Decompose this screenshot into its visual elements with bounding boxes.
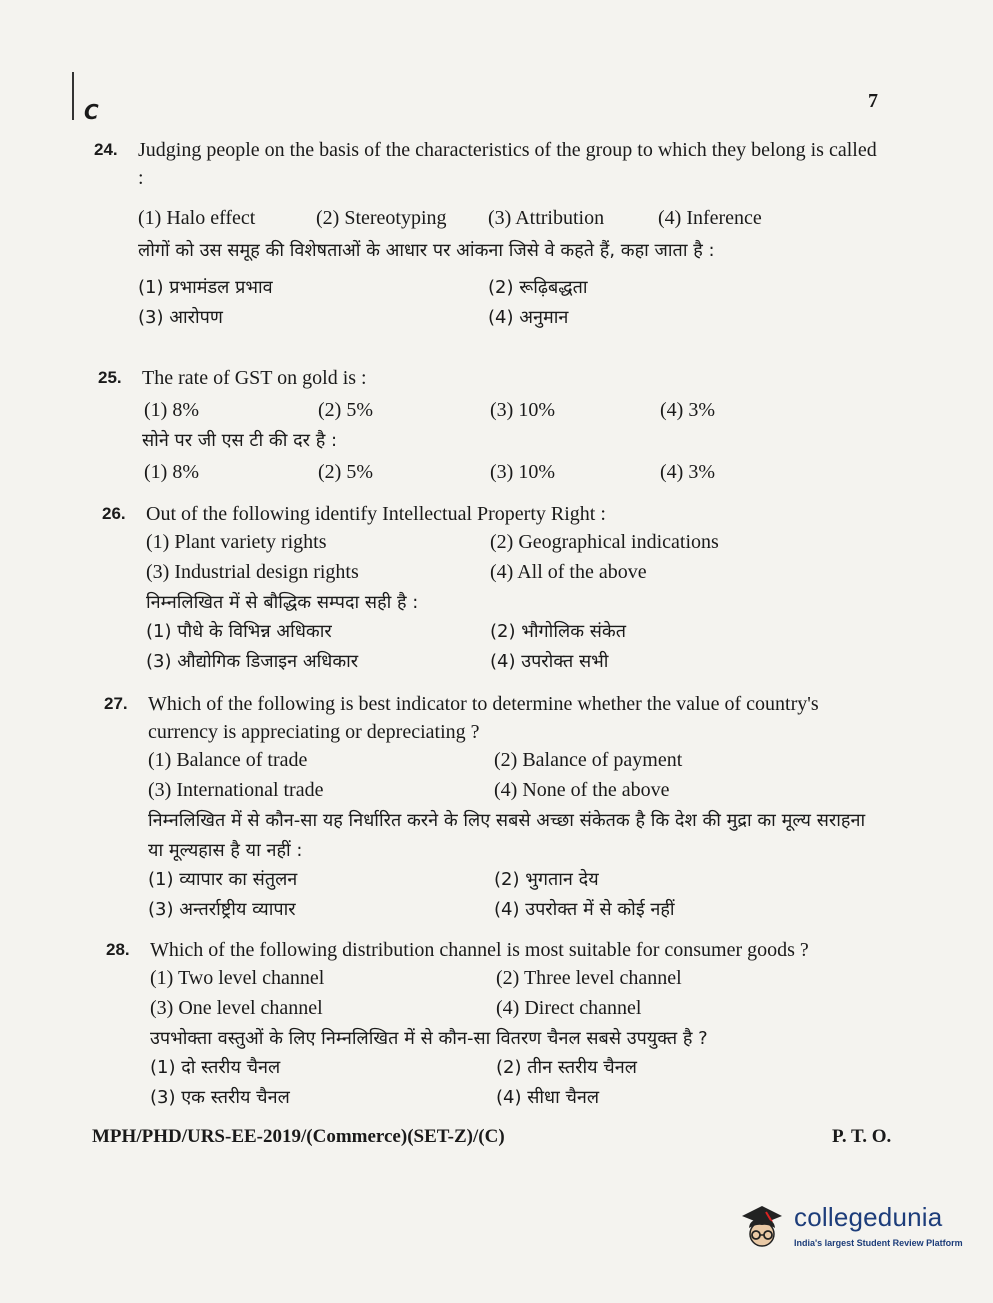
question-text-hi: निम्नलिखित में से कौन-सा यह निर्धारित करने के लिए सबसे अच्छा संकेतक है कि देश की मुद्रा का मूल्य सराहना या मूल्यहास है या नहीं : bbox=[148, 810, 866, 861]
option-2-hi: (2) रूढ़िबद्धता bbox=[488, 277, 588, 298]
question-25 bbox=[98, 364, 882, 488]
question-number: 27. bbox=[104, 694, 128, 713]
question-number: 26. bbox=[102, 504, 126, 523]
options-en-row2 bbox=[146, 558, 886, 588]
option-4-hi: (4) सीधा चैनल bbox=[496, 1087, 600, 1108]
question-text-hi: सोने पर जी एस टी की दर है : bbox=[142, 430, 338, 451]
option-1-hi: (1) प्रभामंडल प्रभाव bbox=[138, 277, 273, 298]
options-en-row2 bbox=[150, 994, 890, 1024]
options-en-row1 bbox=[148, 746, 884, 776]
option-4: (4) All of the above bbox=[490, 561, 647, 583]
options-hi-row2 bbox=[150, 1084, 890, 1114]
options-hi bbox=[142, 458, 882, 488]
option-2-hi: (2) तीन स्तरीय चैनल bbox=[496, 1057, 637, 1078]
question-text-hi: लोगों को उस समूह की विशेषताओं के आधार पर आंकना जिसे वे कहते हैं, कहा जाता है : bbox=[138, 240, 715, 261]
option-1: (1) Two level channel bbox=[150, 967, 325, 989]
option-3: (3) 10% bbox=[490, 399, 555, 421]
option-4: (4) Inference bbox=[658, 207, 762, 229]
options-en bbox=[138, 204, 878, 234]
question-number: 24. bbox=[94, 140, 118, 159]
option-3-hi: (3) औद्योगिक डिजाइन अधिकार bbox=[146, 651, 359, 672]
options-hi-row1 bbox=[138, 274, 878, 304]
question-number: 28. bbox=[106, 940, 130, 959]
option-3-hi: (3) अन्तर्राष्ट्रीय व्यापार bbox=[148, 899, 296, 920]
options-hi-row2 bbox=[146, 648, 886, 678]
option-2: (2) Three level channel bbox=[496, 967, 682, 989]
options-en-row2 bbox=[148, 776, 884, 806]
option-1: (1) 8% bbox=[144, 399, 199, 421]
option-4-hi: (4) अनुमान bbox=[488, 307, 569, 328]
options-hi-row1 bbox=[146, 618, 886, 648]
question-text-hi: उपभोक्ता वस्तुओं के लिए निम्नलिखित में से कौन-सा वितरण चैनल सबसे उपयुक्त है ? bbox=[150, 1028, 708, 1049]
option-3-hi: (3) 10% bbox=[490, 461, 555, 483]
option-1-hi: (1) व्यापार का संतुलन bbox=[148, 869, 298, 890]
options-hi-row1 bbox=[148, 866, 884, 896]
option-4: (4) 3% bbox=[660, 399, 715, 421]
options-en-row1 bbox=[146, 528, 886, 558]
option-4-hi: (4) उपरोक्त में से कोई नहीं bbox=[494, 899, 675, 920]
option-3-hi: (3) आरोपण bbox=[138, 307, 223, 328]
option-1-hi: (1) 8% bbox=[144, 461, 199, 483]
question-27 bbox=[104, 690, 884, 926]
paper-code: MPH/PHD/URS-EE-2019/(Commerce)(SET-Z)/(C) bbox=[92, 1126, 505, 1147]
option-1: (1) Plant variety rights bbox=[146, 531, 327, 553]
option-4-hi: (4) उपरोक्त सभी bbox=[490, 651, 609, 672]
question-text-en: Out of the following identify Intellectual Property Right : bbox=[146, 503, 606, 525]
option-3: (3) One level channel bbox=[150, 997, 323, 1019]
option-2-hi: (2) भौगोलिक संकेत bbox=[490, 621, 626, 642]
page-number: 7 bbox=[868, 90, 878, 112]
question-text-hi: निम्नलिखित में से बौद्धिक सम्पदा सही है : bbox=[146, 592, 419, 613]
question-24 bbox=[94, 136, 878, 334]
option-2: (2) Stereotyping bbox=[316, 207, 447, 229]
option-1-hi: (1) पौधे के विभिन्न अधिकार bbox=[146, 621, 332, 642]
brand-tagline: India's largest Student Review Platform bbox=[794, 1238, 963, 1248]
option-3: (3) International trade bbox=[148, 779, 324, 801]
question-text-en: Which of the following distribution channel is most suitable for consumer goods ? bbox=[150, 939, 809, 961]
collegedunia-logo-icon bbox=[736, 1198, 788, 1252]
option-2-hi: (2) भुगतान देय bbox=[494, 869, 599, 890]
options-hi-row2 bbox=[148, 896, 884, 926]
question-26 bbox=[102, 500, 886, 678]
option-1: (1) Halo effect bbox=[138, 207, 256, 229]
options-hi-row2 bbox=[138, 304, 878, 334]
option-2-hi: (2) 5% bbox=[318, 461, 373, 483]
set-letter: C bbox=[84, 100, 99, 124]
collegedunia-watermark bbox=[736, 1196, 966, 1256]
option-4: (4) None of the above bbox=[494, 779, 670, 801]
options-en bbox=[142, 396, 882, 426]
question-28 bbox=[106, 936, 890, 1114]
option-2: (2) Balance of payment bbox=[494, 749, 683, 771]
option-3: (3) Industrial design rights bbox=[146, 561, 359, 583]
option-2: (2) Geographical indications bbox=[490, 531, 719, 553]
question-text-en: Judging people on the basis of the characteristics of the group to which they belong is called : bbox=[138, 139, 877, 189]
brand-name: collegedunia bbox=[794, 1202, 943, 1232]
option-3-hi: (3) एक स्तरीय चैनल bbox=[150, 1087, 290, 1108]
option-4: (4) Direct channel bbox=[496, 997, 642, 1019]
question-number: 25. bbox=[98, 368, 122, 387]
option-2: (2) 5% bbox=[318, 399, 373, 421]
question-text-en: The rate of GST on gold is : bbox=[142, 367, 367, 389]
options-en-row1 bbox=[150, 964, 890, 994]
margin-mark bbox=[72, 72, 74, 120]
option-3: (3) Attribution bbox=[488, 207, 605, 229]
question-text-en: Which of the following is best indicator to determine whether the value of country's currency is appreciating or depreciating ? bbox=[148, 693, 819, 743]
option-1-hi: (1) दो स्तरीय चैनल bbox=[150, 1057, 281, 1078]
option-1: (1) Balance of trade bbox=[148, 749, 308, 771]
option-4-hi: (4) 3% bbox=[660, 461, 715, 483]
pto-label: P. T. O. bbox=[832, 1126, 892, 1147]
options-hi-row1 bbox=[150, 1054, 890, 1084]
